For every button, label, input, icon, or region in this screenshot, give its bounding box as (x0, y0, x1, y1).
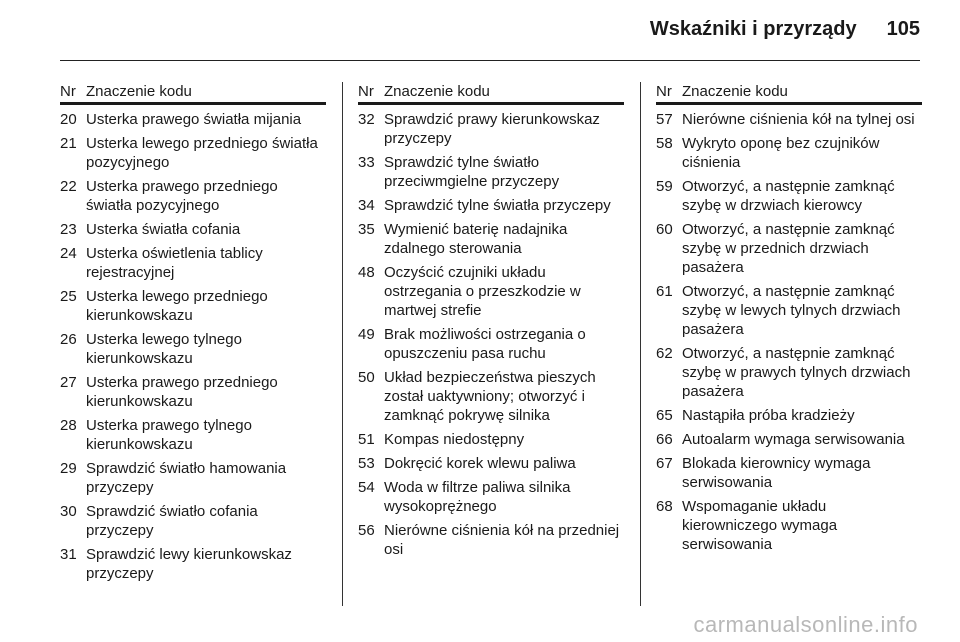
table-row (358, 325, 624, 363)
table-row (358, 478, 624, 516)
table-row (60, 134, 326, 172)
code-number: 32 (358, 111, 375, 128)
table-row (656, 177, 922, 215)
code-meaning: Dokręcić korek wlewu paliwa (384, 455, 576, 472)
table-row (656, 497, 922, 554)
watermark: carmanualsonline.info (693, 612, 918, 637)
code-meaning: Blokada kierownicy wymaga serwisowania (682, 455, 871, 491)
code-number: 68 (656, 498, 673, 515)
code-number: 53 (358, 455, 375, 472)
code-meaning: Kompas niedostępny (384, 431, 525, 448)
code-number: 31 (60, 546, 77, 563)
table-row (60, 110, 326, 129)
table-header (358, 82, 624, 105)
table-row (358, 153, 624, 191)
code-number: 25 (60, 288, 77, 305)
code-number: 62 (656, 345, 673, 362)
code-meaning: Brak możliwości ostrzegania o opuszczeniu pasa ruchu (384, 326, 586, 362)
table-row (358, 521, 624, 559)
code-number: 27 (60, 374, 77, 391)
table-row (358, 454, 624, 473)
code-number: 58 (656, 135, 673, 152)
code-meaning: Usterka światła cofania (86, 221, 241, 238)
code-meaning: Autoalarm wymaga serwisowania (682, 431, 905, 448)
code-meaning: Wspomaganie układu kierowniczego wymaga serwisowania (682, 498, 838, 553)
code-meaning: Otworzyć, a następnie zamknąć szybę w przednich drzwiach pasażera (682, 221, 895, 276)
header-label: Znaczenie kodu (86, 83, 192, 100)
header-nr: Nr (656, 83, 672, 100)
code-meaning: Usterka prawego światła mijania (86, 111, 302, 128)
page-number: 105 (886, 18, 920, 40)
header-nr: Nr (60, 83, 76, 100)
code-number: 49 (358, 326, 375, 343)
table-row (60, 177, 326, 215)
code-meaning: Oczyścić czujniki układu ostrzegania o przeszkodzie w martwej strefie (384, 264, 581, 319)
table-row (60, 287, 326, 325)
code-number: 60 (656, 221, 673, 238)
table-row (656, 282, 922, 339)
table-row (358, 368, 624, 425)
code-number: 59 (656, 178, 673, 195)
table-row (656, 344, 922, 401)
column-divider (342, 82, 343, 606)
code-meaning: Wymienić baterię nadajnika zdalnego sterowania (384, 221, 568, 257)
table-row (656, 110, 922, 129)
code-meaning: Nierówne ciśnienia kół na przedniej osi (384, 522, 620, 558)
table-row (656, 406, 922, 425)
code-meaning: Otworzyć, a następnie zamknąć szybę w prawych tylnych drzwiach pasażera (682, 345, 911, 400)
header-rule (60, 60, 920, 61)
table-header (60, 82, 326, 105)
code-meaning: Sprawdzić światło cofania przyczepy (86, 503, 258, 539)
page-title: Wskaźniki i przyrządy (649, 18, 857, 40)
code-number: 54 (358, 479, 375, 496)
code-number: 22 (60, 178, 77, 195)
code-number: 28 (60, 417, 77, 434)
table-header (656, 82, 922, 105)
code-number: 35 (358, 221, 375, 238)
code-meaning: Usterka prawego przedniego kierunkowskazu (86, 374, 278, 410)
code-number: 29 (60, 460, 77, 477)
code-number: 66 (656, 431, 673, 448)
code-number: 24 (60, 245, 77, 262)
code-number: 51 (358, 431, 375, 448)
column-divider (640, 82, 641, 606)
code-number: 61 (656, 283, 673, 300)
table-row (60, 502, 326, 540)
code-meaning: Usterka lewego tylnego kierunkowskazu (86, 331, 242, 367)
page-header (650, 18, 920, 41)
code-meaning: Woda w filtrze paliwa silnika wysokoprężnego (384, 479, 571, 515)
table-row (358, 430, 624, 449)
code-meaning: Sprawdzić światło hamowania przyczepy (86, 460, 287, 496)
table-row (656, 220, 922, 277)
code-number: 20 (60, 111, 77, 128)
code-meaning: Sprawdzić prawy kierunkowskaz przyczepy (384, 111, 600, 147)
code-meaning: Sprawdzić tylne światło przeciwmgielne przyczepy (384, 154, 560, 190)
header-label: Znaczenie kodu (384, 83, 490, 100)
code-meaning: Układ bezpieczeństwa pieszych został uaktywniony; otworzyć i zamknąć pokrywę silnika (384, 369, 596, 424)
code-meaning: Otworzyć, a następnie zamknąć szybę w drzwiach kierowcy (682, 178, 895, 214)
table-row (60, 330, 326, 368)
code-number: 57 (656, 111, 673, 128)
table-row (358, 263, 624, 320)
code-meaning: Usterka lewego przedniego kierunkowskazu (86, 288, 268, 324)
code-meaning: Otworzyć, a następnie zamknąć szybę w lewych tylnych drzwiach pasażera (682, 283, 901, 338)
header-label: Znaczenie kodu (682, 83, 788, 100)
code-number: 26 (60, 331, 77, 348)
table-row (358, 110, 624, 148)
code-number: 33 (358, 154, 375, 171)
code-number: 34 (358, 197, 375, 214)
code-meaning: Nastąpiła próba kradzieży (682, 407, 855, 424)
code-meaning: Wykryto oponę bez czujników ciśnienia (682, 135, 880, 171)
code-meaning: Usterka prawego przedniego światła pozycyjnego (86, 178, 278, 214)
table-row (358, 196, 624, 215)
code-meaning: Usterka prawego tylnego kierunkowskazu (86, 417, 252, 453)
code-meaning: Nierówne ciśnienia kół na tylnej osi (682, 111, 915, 128)
table-row (60, 244, 326, 282)
code-meaning: Usterka oświetlenia tablicy rejestracyjnej (86, 245, 263, 281)
code-number: 50 (358, 369, 375, 386)
code-number: 48 (358, 264, 375, 281)
code-meaning: Sprawdzić tylne światła przyczepy (384, 197, 611, 214)
table-row (656, 454, 922, 492)
code-number: 21 (60, 135, 77, 152)
table-row (656, 430, 922, 449)
code-table-column-1 (60, 82, 326, 588)
table-row (60, 416, 326, 454)
code-table-column-3 (656, 82, 922, 559)
code-meaning: Usterka lewego przedniego światła pozycyjnego (86, 135, 318, 171)
code-number: 56 (358, 522, 375, 539)
table-row (656, 134, 922, 172)
code-number: 23 (60, 221, 77, 238)
table-row (358, 220, 624, 258)
code-number: 65 (656, 407, 673, 424)
table-row (60, 545, 326, 583)
table-row (60, 459, 326, 497)
code-number: 30 (60, 503, 77, 520)
table-row (60, 373, 326, 411)
code-number: 67 (656, 455, 673, 472)
header-nr: Nr (358, 83, 374, 100)
code-meaning: Sprawdzić lewy kierunkowskaz przyczepy (86, 546, 292, 582)
table-row (60, 220, 326, 239)
code-table-column-2 (358, 82, 624, 564)
